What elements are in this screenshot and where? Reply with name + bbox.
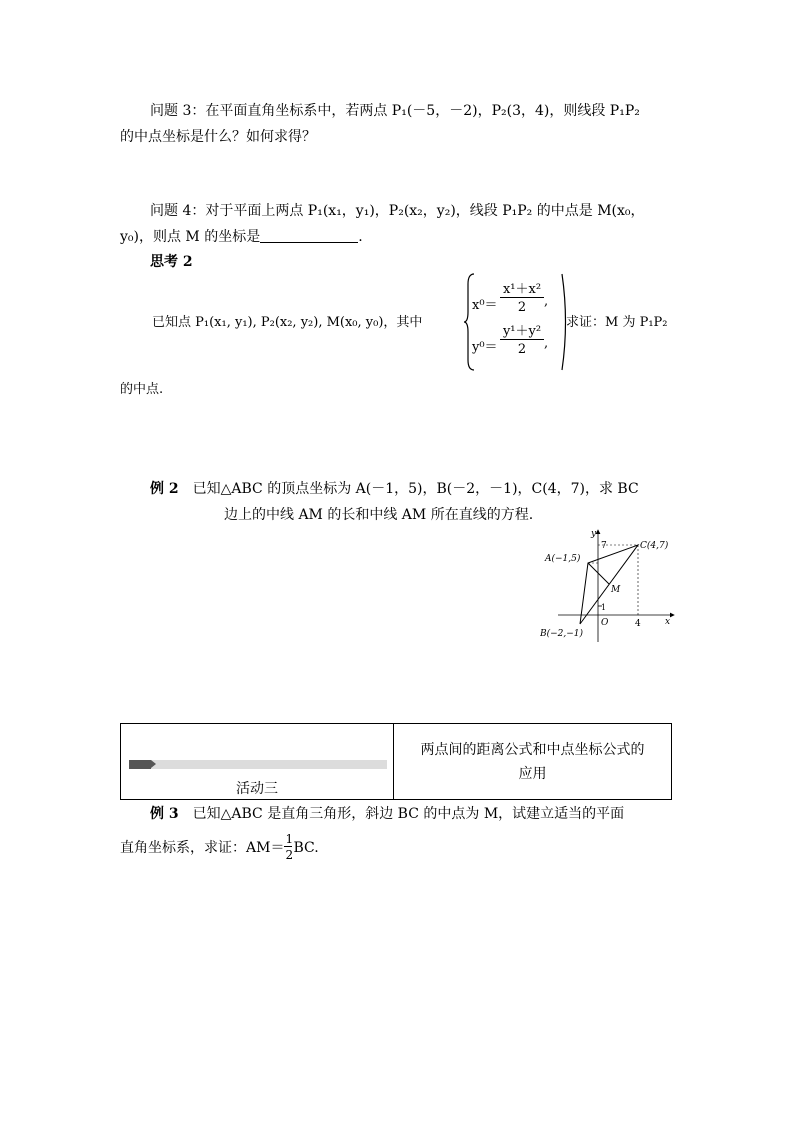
- axis-y-label: y: [591, 529, 597, 539]
- activity-title: [394, 724, 671, 799]
- tick-1: 1: [601, 603, 607, 612]
- q3-line-1: 问题 3：在平面直角坐标系中，若两点 P₁(－5，－2)，P₂(3，4)，则线段 P₁P₂: [150, 103, 640, 119]
- label-a: A(−1,5): [545, 554, 581, 564]
- label-c: C(4,7): [640, 541, 669, 551]
- label-m: M: [611, 585, 621, 595]
- axis-x-label: x: [665, 617, 671, 627]
- activity-title-line-1: 两点间的距离公式和中点坐标公式的: [420, 742, 645, 758]
- ex3-line-1: [150, 804, 624, 824]
- half-fraction: [284, 832, 294, 862]
- q4-line-2-end: .: [358, 229, 363, 245]
- tick-7: 7: [601, 541, 607, 551]
- proof-post: 求证：M 为 P₁P₂: [566, 315, 668, 330]
- q4-line-2: [120, 227, 363, 247]
- think-label: 思考 2: [150, 254, 193, 270]
- eq1-numerator: x¹＋x²: [502, 282, 542, 297]
- eq2-fraction-bar: [500, 339, 544, 340]
- activity-label: 活动三: [236, 781, 278, 797]
- triangle-abc: [580, 545, 638, 624]
- activity-bar-fill: [129, 760, 151, 769]
- eq2-numerator: y¹＋y²: [502, 324, 542, 339]
- label-b: B(−2,−1): [540, 629, 584, 639]
- ex2-line-2: 边上的中线 AM 的长和中线 AM 所在直线的方程.: [224, 507, 534, 523]
- q4-line-2-text: y₀)，则点 M 的坐标是: [120, 229, 261, 245]
- eq1-denominator: 2: [517, 300, 527, 315]
- eq1-tail: ,: [544, 294, 549, 309]
- eq1-lhs: x⁰＝: [472, 298, 498, 313]
- label-o: O: [601, 618, 609, 628]
- ex2-line-1: [150, 479, 639, 499]
- q3-line-2: 的中点坐标是什么？如何求得？: [120, 129, 316, 145]
- eq2-denominator: 2: [517, 342, 527, 357]
- activity-title-line-2: 应用: [518, 766, 547, 782]
- equation-system: [464, 272, 574, 372]
- q4-line-1: 问题 4：对于平面上两点 P₁(x₁，y₁)，P₂(x₂，y₂)，线段 P₁P₂ 的中点是 M(x₀，: [150, 203, 645, 219]
- left-brace-icon: [464, 272, 476, 372]
- ex2-text: 已知△ABC 的顶点坐标为 A(－1，5)，B(－2，－1)，C(4，7)，求 BC: [192, 481, 639, 497]
- triangle-figure: [540, 526, 680, 642]
- tick-4: 4: [635, 619, 641, 629]
- activity-bar-arrow-icon: [151, 760, 156, 768]
- activity-progress-bar: [129, 760, 387, 769]
- eq2-lhs: y⁰＝: [472, 340, 498, 355]
- eq1-fraction-bar: [500, 297, 544, 298]
- ex2-label: 例 2: [150, 481, 179, 497]
- ex3-line-2: [120, 832, 319, 862]
- half-denominator: 2: [285, 848, 294, 862]
- proof-pre: 已知点 P₁(x₁, y₁), P₂(x₂, y₂), M(x₀, y₀)，其中: [152, 315, 423, 330]
- ex3-line-2-end: BC.: [293, 840, 319, 856]
- median-am: [588, 563, 609, 584]
- proof-line-2: 的中点.: [120, 382, 164, 397]
- answer-blank: [260, 228, 358, 243]
- ex3-text: 已知△ABC 是直角三角形，斜边 BC 的中点为 M，试建立适当的平面: [192, 806, 625, 822]
- ex3-label: 例 3: [150, 806, 179, 822]
- ex3-line-2-text: 直角坐标系，求证：AM＝: [120, 840, 285, 856]
- eq2-tail: ,: [544, 336, 549, 351]
- activity-table: [120, 723, 672, 800]
- half-numerator: 1: [285, 832, 294, 846]
